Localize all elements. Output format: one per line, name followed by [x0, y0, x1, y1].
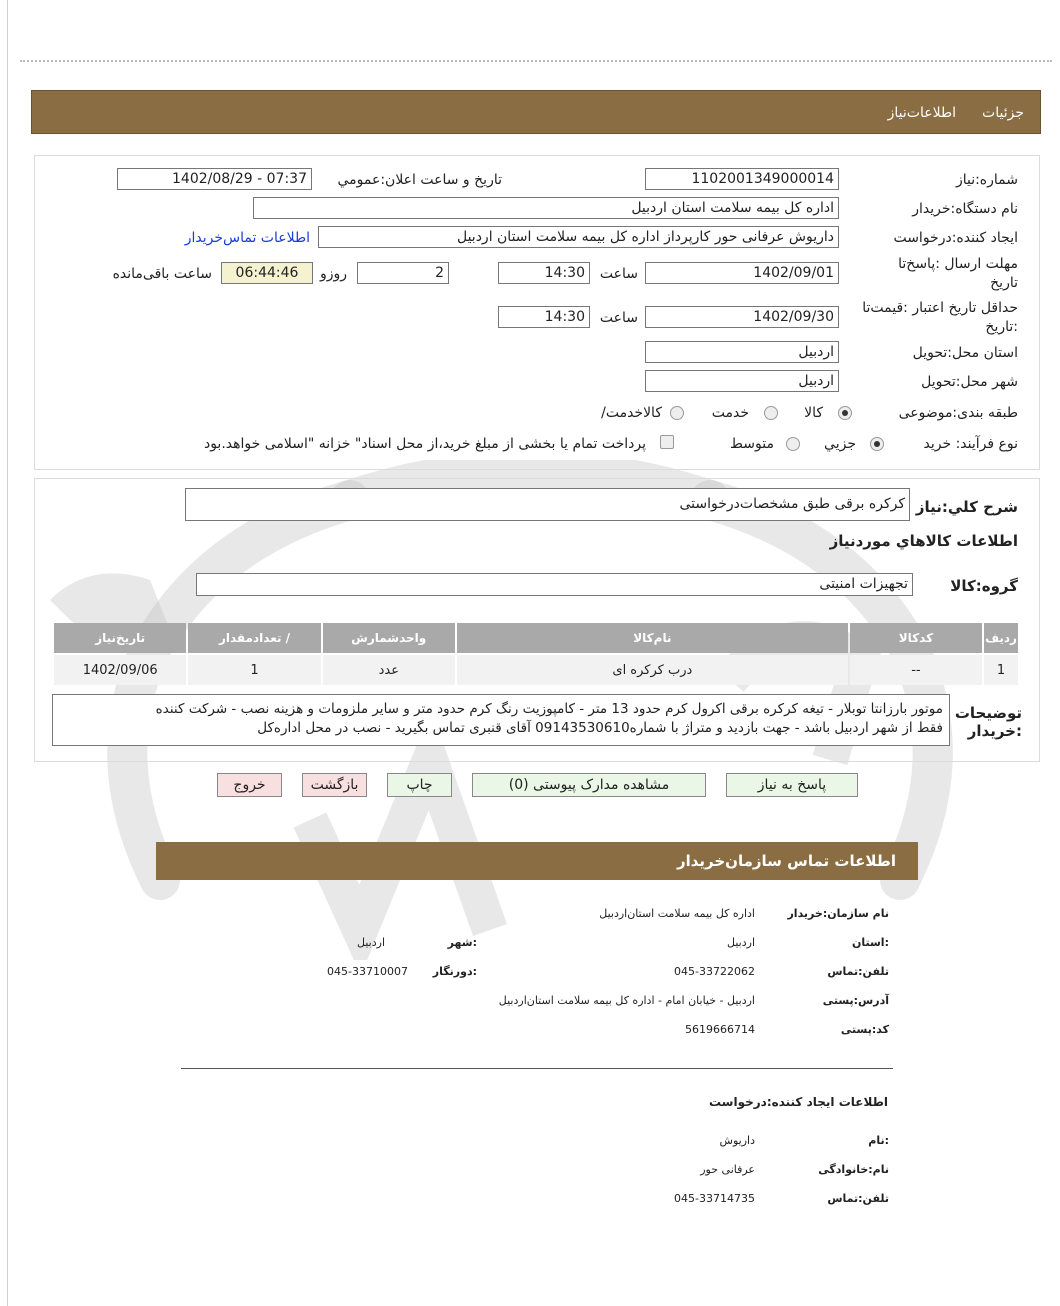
- col-need-date: تاریخ‌نیاز: [54, 623, 186, 653]
- buyer-org-label: نام دستگاه:خریدار: [912, 201, 1018, 217]
- contact-city-label: شهر:: [447, 936, 477, 949]
- announce-datetime-label: تاریخ و ساعت اعلان:عمومي: [337, 172, 502, 188]
- process-medium-radio[interactable]: [786, 437, 800, 451]
- treasury-payment-checkbox[interactable]: [660, 435, 674, 449]
- contact-fax-label: دورنگار:: [432, 965, 477, 978]
- buyer-contact-title: اطلاعات تماس سازمان‌خریدار: [676, 852, 896, 870]
- creator-name-value: داریوش: [719, 1134, 755, 1147]
- creator-name-label: نام:: [868, 1134, 889, 1147]
- process-partial-radio[interactable]: [870, 437, 884, 451]
- delivery-city-label: شهر محل:تحویل: [921, 374, 1018, 390]
- contact-city-value: اردبیل: [357, 936, 385, 949]
- buyer-contact-link[interactable]: اطلاعات تماس‌خریدار: [184, 230, 310, 246]
- category-goods-radio[interactable]: [838, 406, 852, 420]
- col-row-number: ردیف: [984, 623, 1018, 653]
- creator-family-value: عرفانی حور: [700, 1163, 755, 1176]
- exit-button[interactable]: خروج: [217, 773, 282, 797]
- org-name-value: اداره کل بیمه سلامت استان‌اردبیل: [599, 907, 755, 920]
- price-validity-label: حداقل تاریخ اعتبار :قیمت‌تا: [862, 300, 1018, 316]
- need-date-cell: 1402/09/06: [54, 655, 186, 685]
- price-validity-label-2: تاریخ:: [985, 319, 1018, 335]
- request-creator-label: ایجاد کننده:درخواست: [893, 230, 1018, 246]
- remaining-days-field: 2: [357, 262, 449, 284]
- goods-name-cell: درب کرکره ای: [457, 655, 848, 685]
- general-description-field: کرکره برقی طبق مشخصات‌درخواستی: [185, 488, 910, 521]
- goods-group-field: تجهیزات امنیتی: [196, 573, 913, 596]
- reply-deadline-date-field: 1402/09/01: [645, 262, 839, 284]
- contact-fax-value: 045-33710007: [327, 965, 408, 978]
- col-quantity: / تعدادمقدار: [188, 623, 320, 653]
- category-goods-service-label: /کالاخدمت: [601, 405, 662, 421]
- col-goods-name: نام‌کالا: [457, 623, 848, 653]
- delivery-city-field: اردبیل: [645, 370, 839, 392]
- table-row: [54, 655, 1018, 685]
- view-attachments-button[interactable]: مشاهده مدارک پیوستی (0): [472, 773, 706, 797]
- announce-datetime-field: 1402/08/29 - 07:37: [117, 168, 312, 190]
- creator-phone-label: تلفن:تماس: [827, 1192, 889, 1205]
- buyer-notes-line-1: موتور بارزانتا توبلار - تیغه کرکره برقی اکرول کرم حدود 13 متر - کامپوزیت رنگ کرم حدود متر و سایر ملزومات و هزینه نصب - شرکت کننده: [155, 701, 943, 717]
- row-number-cell: 1: [984, 655, 1018, 685]
- creator-family-label: نام:خانوادگی: [818, 1163, 889, 1176]
- reply-deadline-label-2: تاریخ: [990, 275, 1018, 291]
- back-button[interactable]: بازگشت: [302, 773, 367, 797]
- category-service-radio[interactable]: [764, 406, 778, 420]
- validity-time-field: 14:30: [498, 306, 590, 328]
- contact-phone-value: 045-33722062: [674, 965, 755, 978]
- quantity-cell: 1: [188, 655, 320, 685]
- reply-time-label: ساعت: [599, 266, 638, 282]
- buyer-notes-line-2: فقط از شهر اردبیل باشد - جهت بازدید و متراژ با شماره09143530610 آقای قنبری تماس بگیرید - نصب در محل اداره‌کل: [257, 720, 943, 736]
- contact-province-value: اردبیل: [727, 936, 755, 949]
- reply-deadline-label: مهلت ارسال :پاسخ‌تا: [898, 256, 1018, 272]
- category-label: طبقه بندی:موضوعی: [898, 405, 1018, 421]
- goods-info-title: اطلاعات کالاهاي موردنیاز: [829, 532, 1018, 550]
- goods-table-header-row: [54, 623, 1018, 653]
- buyer-org-field: اداره کل بیمه سلامت استان اردبیل: [253, 197, 839, 219]
- contact-address-label: آدرس:پستی: [822, 994, 889, 1007]
- creator-info-title: اطلاعات ایجاد کننده:درخواست: [708, 1095, 888, 1109]
- dotted-separator: [20, 60, 1052, 62]
- goods-group-label: گروه:کالا: [950, 577, 1018, 595]
- category-goods-service-radio[interactable]: [670, 406, 684, 420]
- contact-divider: [181, 1068, 893, 1069]
- contact-address-value: اردبیل - خیابان امام - اداره کل بیمه سلامت استان‌اردبیل: [498, 994, 755, 1007]
- col-unit: واحدشمارش: [323, 623, 455, 653]
- details-header-bar: [31, 90, 1041, 134]
- reply-time-field: 14:30: [498, 262, 590, 284]
- general-description-label: شرح کلي:نیاز: [915, 498, 1018, 516]
- delivery-province-label: استان محل:تحویل: [912, 345, 1018, 361]
- reply-button[interactable]: پاسخ به نیاز: [726, 773, 858, 797]
- buyer-notes-box: [52, 694, 950, 746]
- goods-code-cell: --: [850, 655, 982, 685]
- request-creator-field: داریوش عرفانی حور کارپرداز اداره کل بیمه سلامت استان اردبیل: [318, 226, 839, 248]
- treasury-payment-note: پرداخت تمام یا بخشی از مبلغ خرید،از محل اسناد" خزانه "اسلامی خواهد.بود: [203, 436, 646, 452]
- buyer-notes-label: توضیحات: [954, 704, 1022, 722]
- category-service-label: خدمت: [711, 405, 749, 421]
- contact-postal-value: 5619666714: [685, 1023, 755, 1036]
- buyer-notes-label-2: خریدار:: [967, 722, 1022, 740]
- left-border-line: [7, 0, 8, 1306]
- category-goods-label: کالا: [804, 405, 823, 421]
- goods-table: [52, 621, 1020, 687]
- days-label: روزو: [319, 266, 347, 282]
- tab-need-info[interactable]: اطلاعات‌نیاز: [887, 105, 956, 121]
- process-partial-label: جزیي: [824, 436, 856, 452]
- contact-postal-label: کد:پستی: [840, 1023, 889, 1036]
- contact-phone-label: تلفن:تماس: [827, 965, 889, 978]
- contact-province-label: استان:: [851, 936, 889, 949]
- price-validity-date-field: 1402/09/30: [645, 306, 839, 328]
- delivery-province-field: اردبیل: [645, 341, 839, 363]
- org-name-label: نام سازمان:خریدار: [787, 907, 889, 920]
- remaining-time-label: ساعت باقی‌مانده: [112, 266, 212, 282]
- remaining-time-field: 06:44:46: [221, 262, 313, 284]
- tab-details[interactable]: جزئیات: [982, 105, 1024, 121]
- unit-cell: عدد: [323, 655, 455, 685]
- process-type-label: نوع فرآیند: خرید: [923, 436, 1018, 452]
- need-number-label: شماره:نیاز: [955, 172, 1018, 188]
- col-goods-code: کدکالا: [850, 623, 982, 653]
- print-button[interactable]: چاپ: [387, 773, 452, 797]
- buyer-contact-header: [156, 842, 918, 880]
- need-number-field: 1102001349000014: [645, 168, 839, 190]
- creator-phone-value: 045-33714735: [674, 1192, 755, 1205]
- process-medium-label: متوسط: [730, 436, 774, 452]
- validity-time-label: ساعت: [599, 310, 638, 326]
